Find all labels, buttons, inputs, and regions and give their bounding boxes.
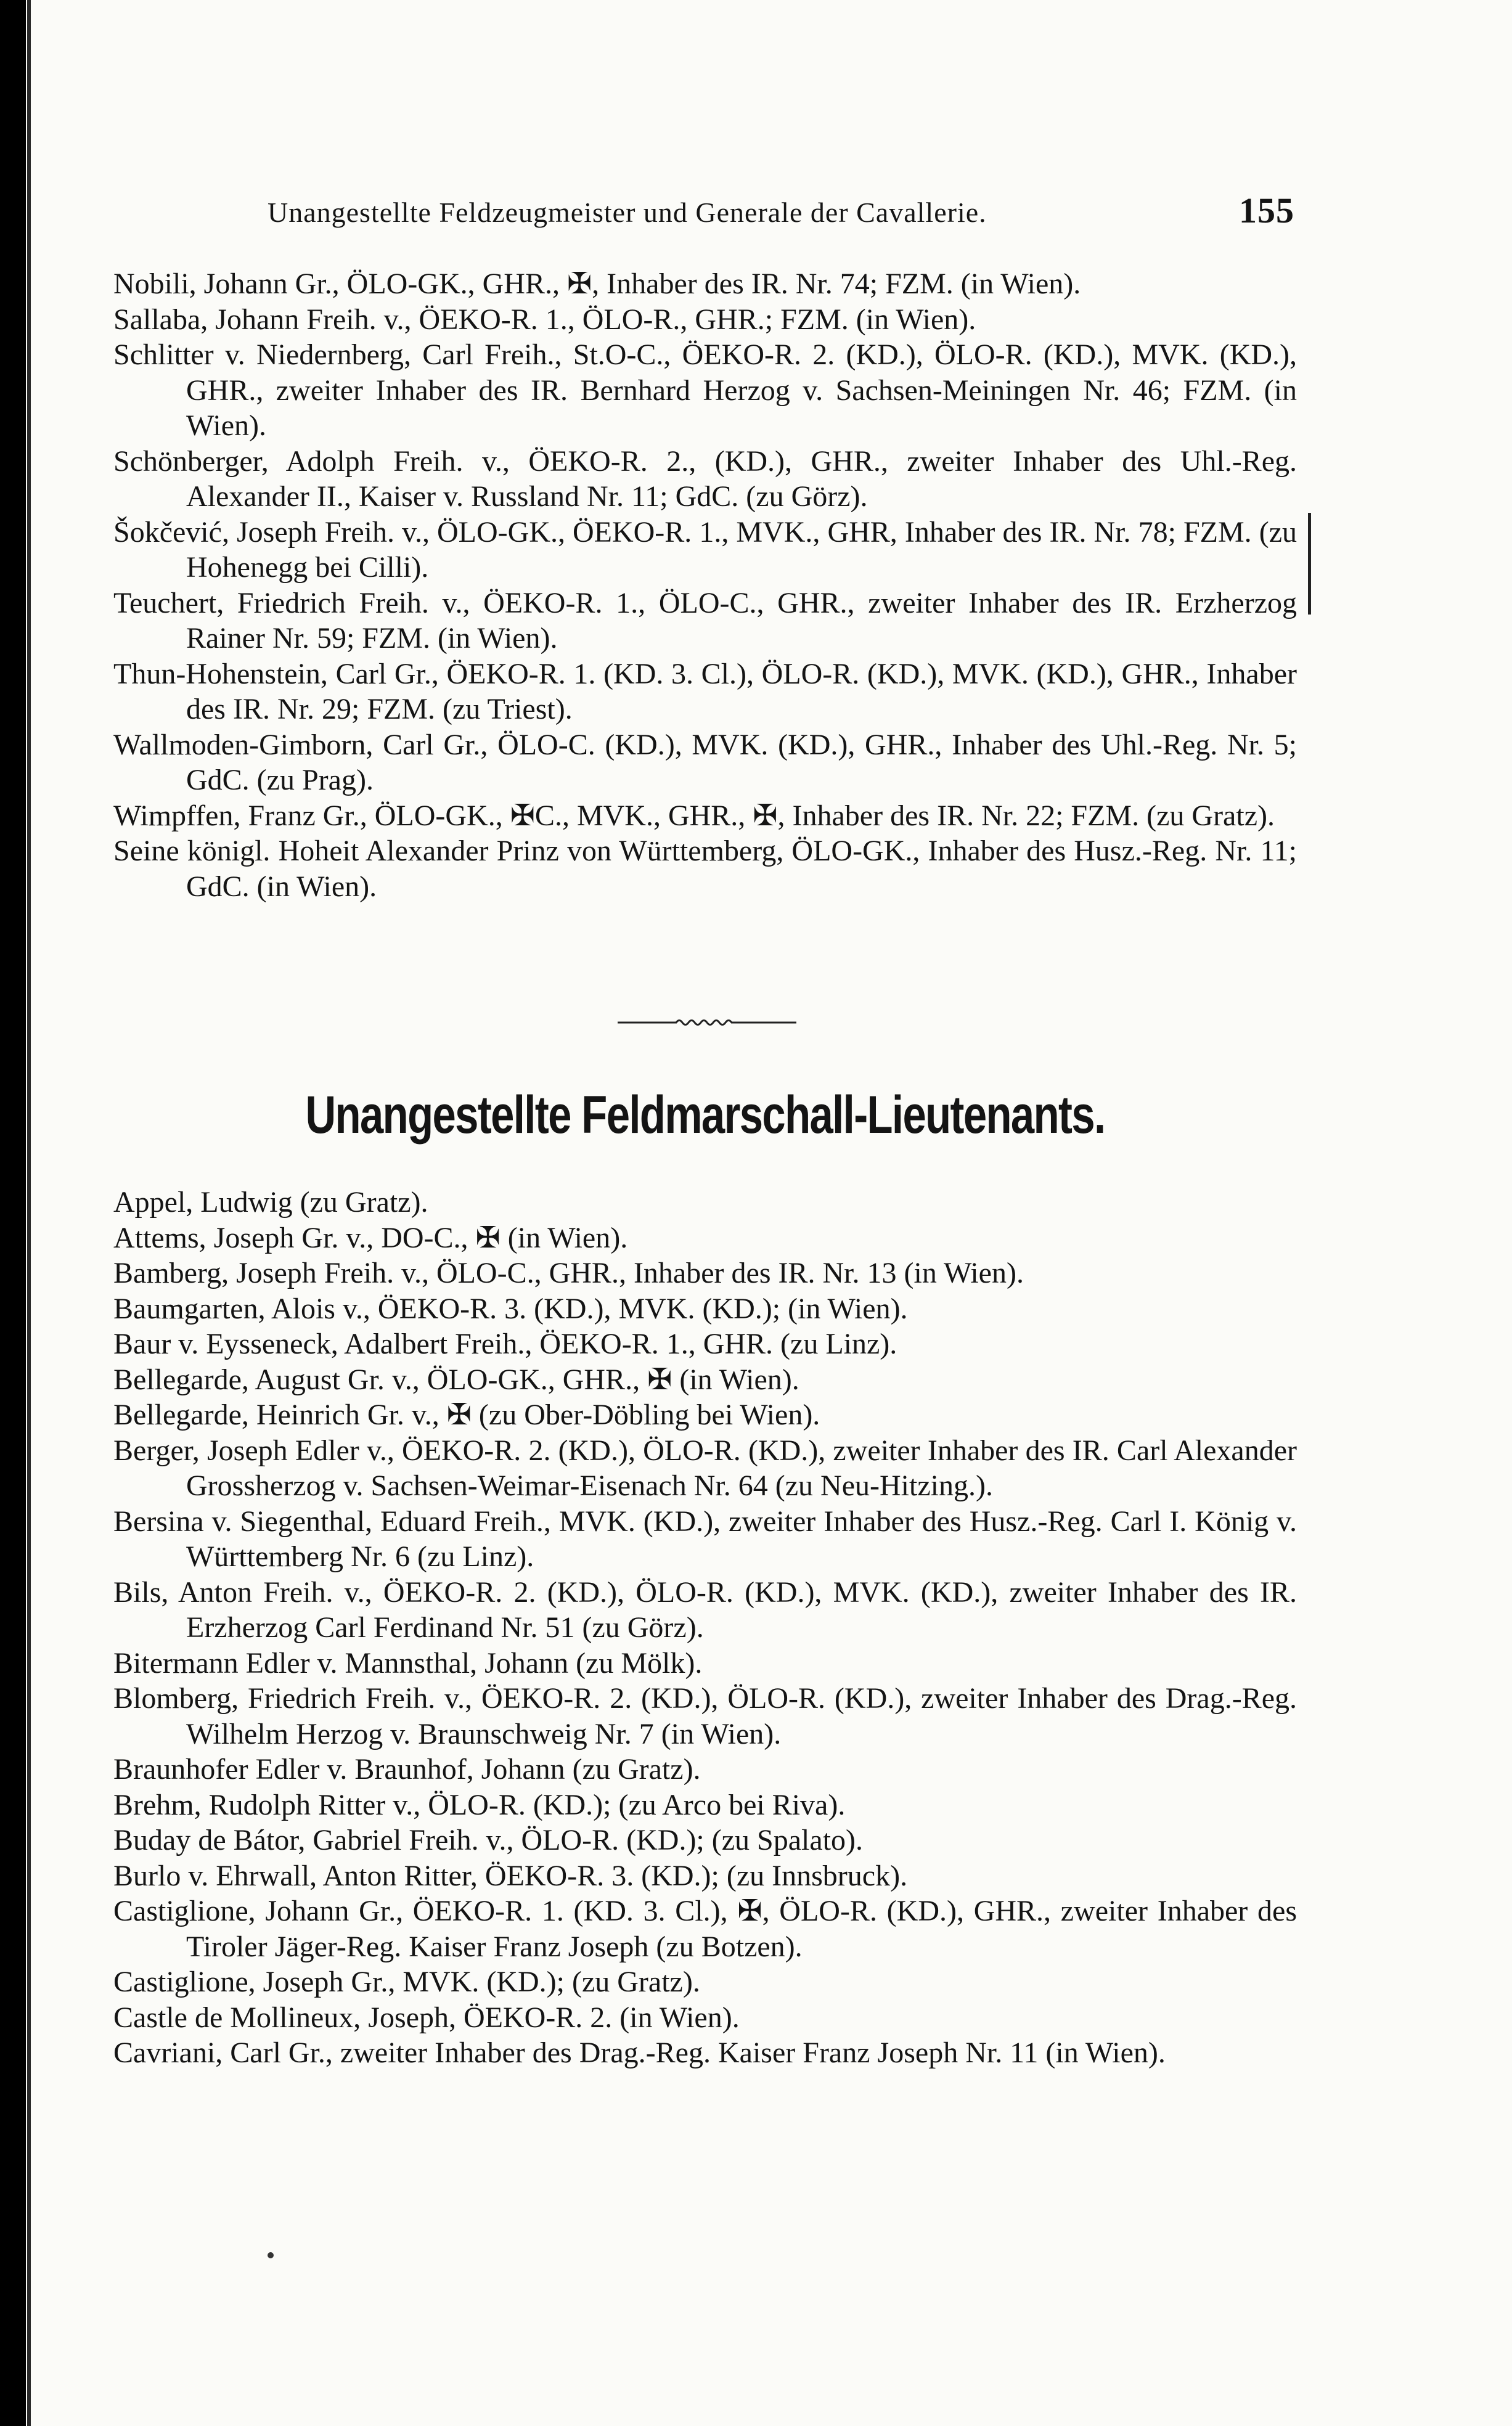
- book-page: [26, 0, 1512, 2426]
- list-item: Sallaba, Johann Freih. v., ÖEKO-R. 1., ÖLO-R., GHR.; FZM. (in Wien).: [113, 303, 976, 336]
- list-item: Brehm, Rudolph Ritter v., ÖLO-R. (KD.); (zu Arco bei Riva).: [113, 1788, 846, 1821]
- list-item: Seine königl. Hoheit Alexander Prinz von Württemberg, ÖLO-GK., Inhaber des Husz.-Reg. Nr. 11; GdC. (in Wien).: [113, 835, 1297, 903]
- running-header: [268, 185, 1294, 234]
- list-item: Bersina v. Siegenthal, Eduard Freih., MVK. (KD.), zweiter Inhaber des Husz.-Reg. Carl I. König v. Württemberg Nr. 6 (zu Linz).: [113, 1505, 1297, 1573]
- margin-mark: [1308, 513, 1311, 615]
- list-item: Bellegarde, August Gr. v., ÖLO-GK., GHR., ✠ (in Wien).: [113, 1363, 799, 1396]
- list-item: Teuchert, Friedrich Freih. v., ÖEKO-R. 1., ÖLO-C., GHR., zweiter Inhaber des IR. Erzherzog Rainer Nr. 59; FZM. (in Wien).: [113, 586, 1297, 655]
- list-item: Bellegarde, Heinrich Gr. v., ✠ (zu Ober-Döbling bei Wien).: [113, 1399, 820, 1431]
- list-item: Wimpffen, Franz Gr., ÖLO-GK., ✠C., MVK., GHR., ✠, Inhaber des IR. Nr. 22; FZM. (zu Gratz).: [113, 799, 1275, 832]
- page-edge-shadow: [27, 0, 31, 2426]
- upper-entry-list: [113, 266, 1297, 904]
- list-item: Bils, Anton Freih. v., ÖEKO-R. 2. (KD.), ÖLO-R. (KD.), MVK. (KD.), zweiter Inhaber des IR. Erzherzog Carl Ferdinand Nr. 51 (zu Görz).: [113, 1575, 1297, 1644]
- list-item: Thun-Hohenstein, Carl Gr., ÖEKO-R. 1. (KD. 3. Cl.), ÖLO-R. (KD.), MVK. (KD.), GHR., Inhaber des IR. Nr. 29; FZM. (zu Triest).: [113, 657, 1297, 725]
- list-item: Buday de Bátor, Gabriel Freih. v., ÖLO-R. (KD.); (zu Spalato).: [113, 1824, 864, 1856]
- list-item: Burlo v. Ehrwall, Anton Ritter, ÖEKO-R. 3. (KD.); (zu Innsbruck).: [113, 1859, 908, 1892]
- list-item: Bamberg, Joseph Freih. v., ÖLO-C., GHR., Inhaber des IR. Nr. 13 (in Wien).: [113, 1257, 1024, 1289]
- list-item: Šokčević, Joseph Freih. v., ÖLO-GK., ÖEKO-R. 1., MVK., GHR, Inhaber des IR. Nr. 78; FZM. (zu Hohenegg bei Cilli).: [113, 515, 1297, 584]
- list-item: Baumgarten, Alois v., ÖEKO-R. 3. (KD.), MVK. (KD.); (in Wien).: [113, 1292, 908, 1325]
- list-item: Wallmoden-Gimborn, Carl Gr., ÖLO-C. (KD.), MVK. (KD.), GHR., Inhaber des Uhl.-Reg. Nr. 5; GdC. (zu Prag).: [113, 728, 1297, 796]
- list-item: Braunhofer Edler v. Braunhof, Johann (zu Gratz).: [113, 1753, 701, 1786]
- list-item: Castle de Mollineux, Joseph, ÖEKO-R. 2. (in Wien).: [113, 2001, 740, 2034]
- ink-dot: [268, 2252, 274, 2258]
- list-item: Blomberg, Friedrich Freih. v., ÖEKO-R. 2. (KD.), ÖLO-R. (KD.), zweiter Inhaber des Drag.-Reg. Wilhelm Herzog v. Braunschweig Nr. 7 (in Wien).: [113, 1682, 1297, 1750]
- list-item: Cavriani, Carl Gr., zweiter Inhaber des Drag.-Reg. Kaiser Franz Joseph Nr. 11 (in Wien).: [113, 2036, 1166, 2069]
- page-number: 155: [1239, 190, 1294, 231]
- running-title: Unangestellte Feldzeugmeister und Generale der Cavallerie.: [268, 197, 987, 228]
- lower-entry-list: [113, 1185, 1297, 2071]
- list-item: Nobili, Johann Gr., ÖLO-GK., GHR., ✠, Inhaber des IR. Nr. 74; FZM. (in Wien).: [113, 268, 1081, 300]
- list-item: Baur v. Eysseneck, Adalbert Freih., ÖEKO-R. 1., GHR. (zu Linz).: [113, 1328, 897, 1360]
- list-item: Schönberger, Adolph Freih. v., ÖEKO-R. 2., (KD.), GHR., zweiter Inhaber des Uhl.-Reg. Alexander II., Kaiser v. Russland Nr. 11; GdC. (zu Görz).: [113, 444, 1297, 513]
- list-item: Attems, Joseph Gr. v., DO-C., ✠ (in Wien).: [113, 1221, 628, 1254]
- list-item: Berger, Joseph Edler v., ÖEKO-R. 2. (KD.), ÖLO-R. (KD.), zweiter Inhaber des IR. Carl Alexander Grossherzog v. Sachsen-Weimar-Eisenach Nr. 64 (zu Neu-Hitzing.).: [113, 1434, 1297, 1502]
- decorative-rule: [618, 1016, 796, 1029]
- list-item: Appel, Ludwig (zu Gratz).: [113, 1186, 428, 1219]
- list-item: Schlitter v. Niedernberg, Carl Freih., St.O-C., ÖEKO-R. 2. (KD.), ÖLO-R. (KD.), MVK. (KD.), GHR., zweiter Inhaber des IR. Bernhard Herzog v. Sachsen-Meiningen Nr. 46; FZM. (in Wien).: [113, 338, 1297, 442]
- list-item: Castiglione, Joseph Gr., MVK. (KD.); (zu Gratz).: [113, 1966, 700, 1998]
- list-item: Castiglione, Johann Gr., ÖEKO-R. 1. (KD. 3. Cl.), ✠, ÖLO-R. (KD.), GHR., zweiter Inhaber des Tiroler Jäger-Reg. Kaiser Franz Joseph (zu Botzen).: [113, 1895, 1297, 1963]
- section-title: Unangestellte Feldmarschall-Lieutenants.: [305, 1085, 1105, 1145]
- list-item: Bitermann Edler v. Mannsthal, Johann (zu Mölk).: [113, 1646, 703, 1680]
